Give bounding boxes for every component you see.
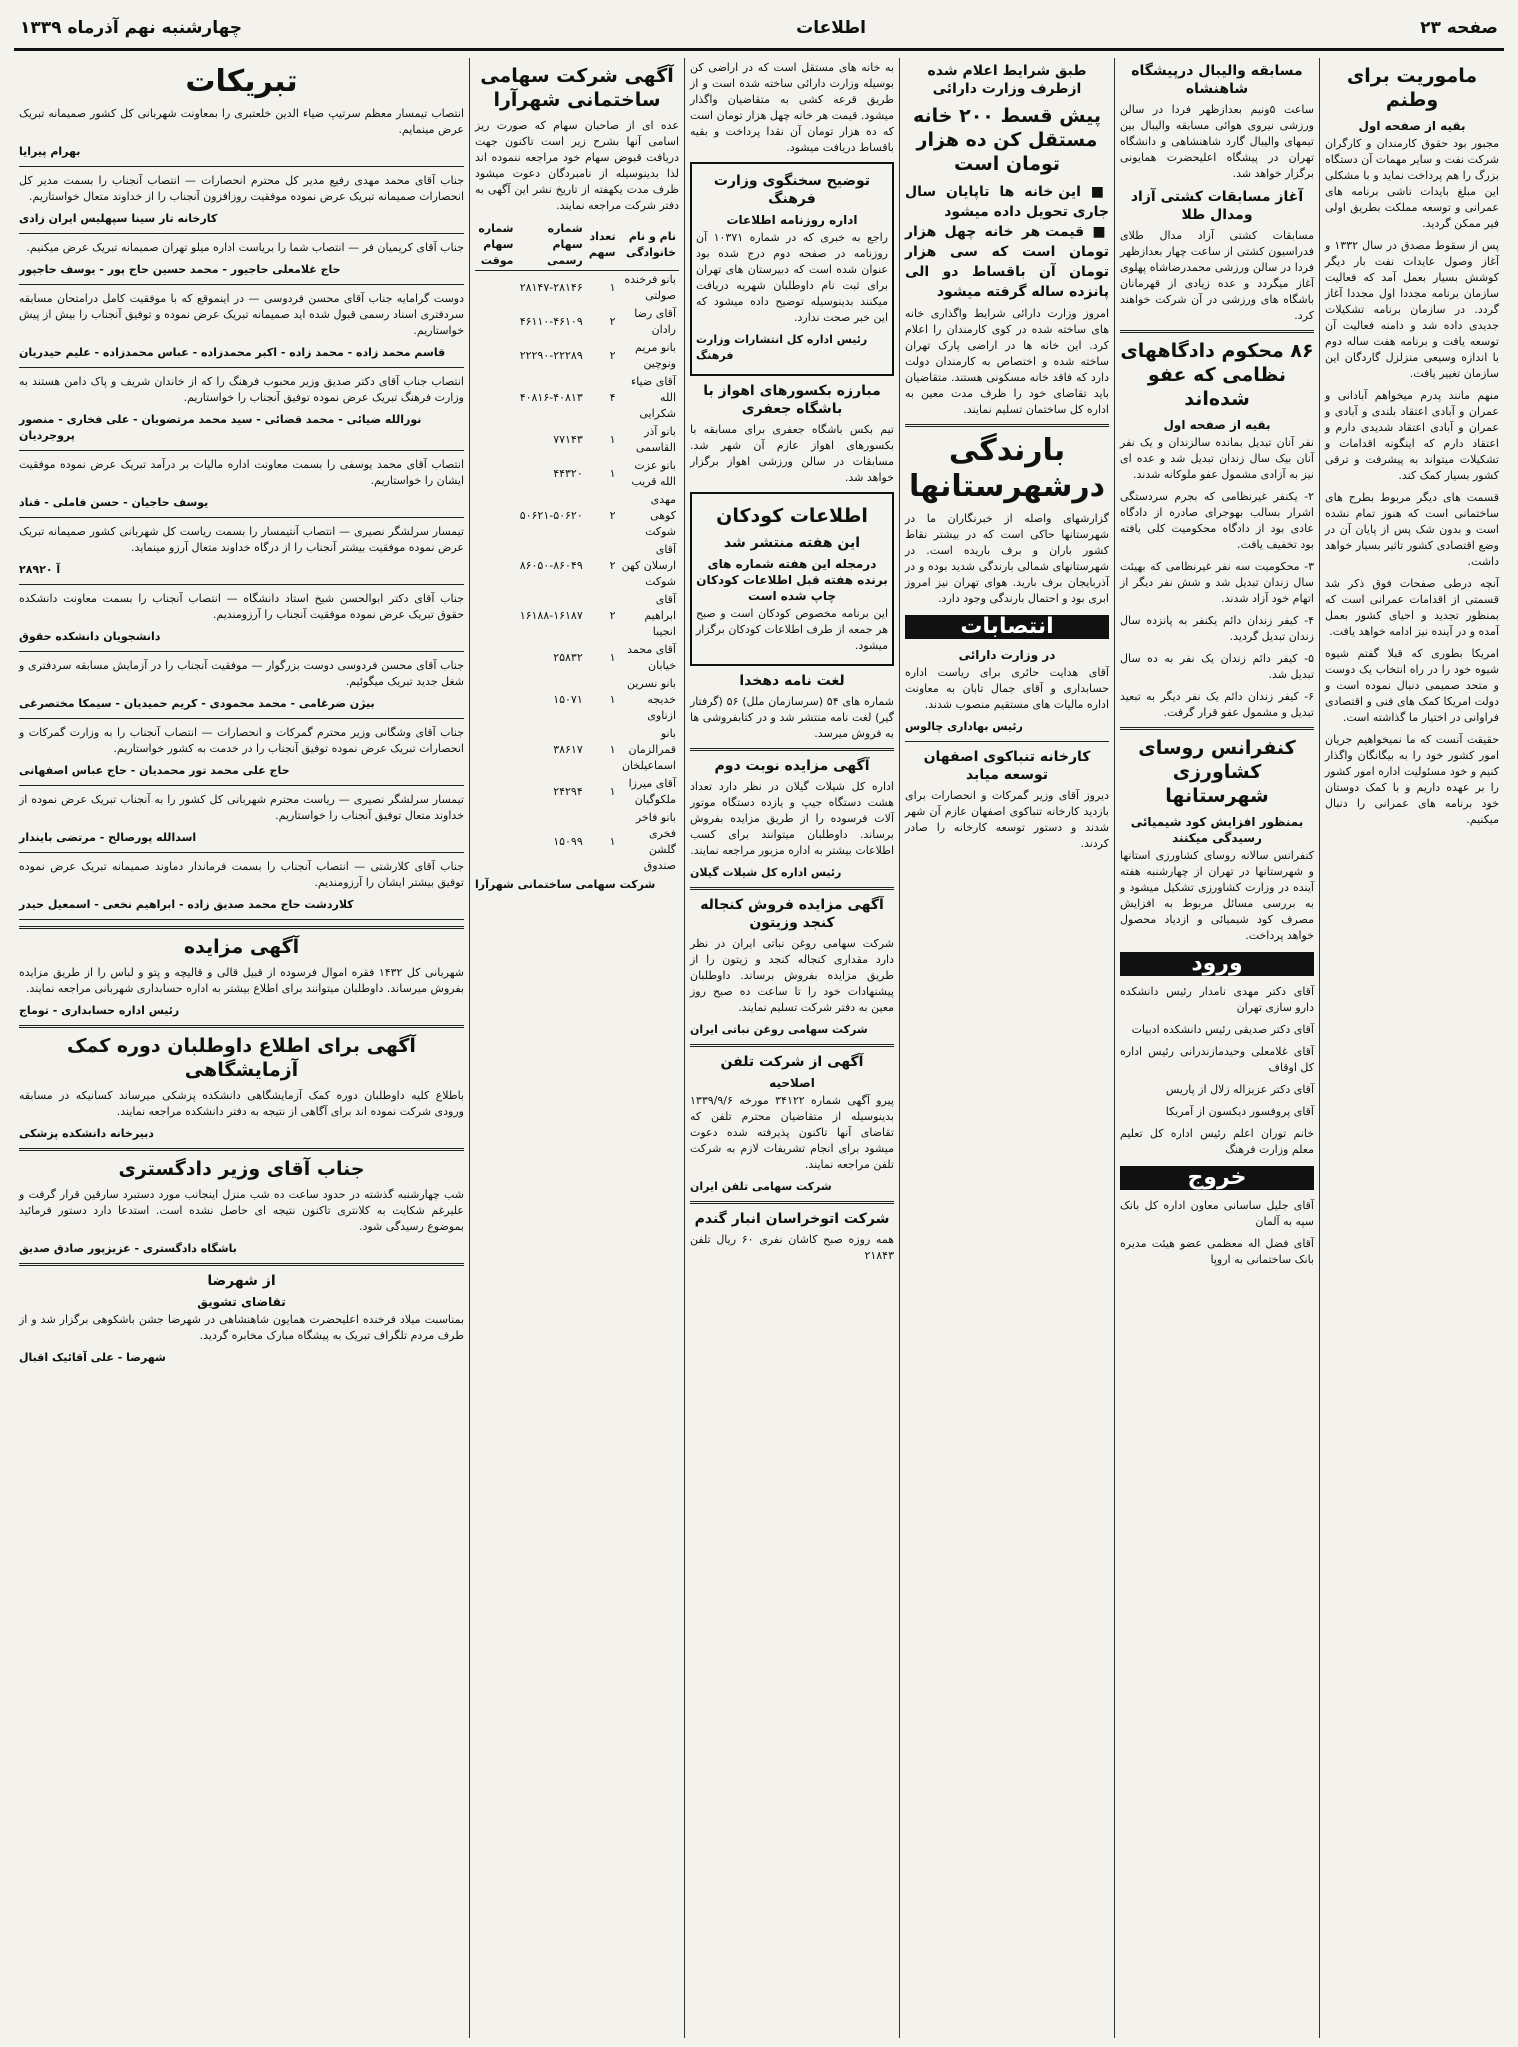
shares-row [475,339,679,373]
shahrara-title: آگهی شرکت سهامی ساختمانی شهرآرا [480,65,674,111]
congrats-item [19,859,464,920]
mission-para: مجبور بود حقوق کارمندان و کارگران شرکت نفت و سایر مهمات آن دستگاه بزرگ را هم پرداخت نماید و با مشکلی این مبلغ بایدات ناشی برنامه های عمرانی و توسعه مملکت بطریق اولی فیر ممکن گردید. [1325,137,1499,230]
shares-cell: ۴۰۸۱۶-۴۰۸۱۳ [519,391,583,404]
divider [19,1263,464,1266]
phone-sign: شرکت سهامی تلفن ایران [690,1180,832,1193]
shares-cell: ۳۸۶۱۷ [553,743,583,756]
shares-cell [475,641,516,675]
shares-cell: بانو عزت الله قریب [631,459,676,488]
rain-title: بارندگی درشهرستانها [909,433,1105,504]
divider [19,584,464,585]
wheat-title: شرکت اتوخراسان انبار گندم [694,1211,890,1227]
shares-cell [475,591,516,641]
mission-para: آنچه درطی صفحات فوق ذکر شد قسمتی از اقدامات عمرانی است که بمنظور تجدید و احیای کشور بعمل آمده و در آینده نیز ادامه خواهد یافت. [1325,577,1499,638]
auction-police-title: آگهی مزایده [183,936,300,958]
kids-sub: این هفته منتشر شد [723,535,861,551]
shares-cell [475,339,516,373]
shares-cell: آقای میرزا ملکوگیان [628,777,676,806]
arrival-item: آقای دکتر مهدی نامدار رئیس دانشکده دارو سازی تهران [1120,985,1314,1014]
congrats-sign: حاج علی محمد تور محمدیان - حاج عباس اصفهانی [19,764,290,777]
shares-cell [475,775,516,809]
divider [1120,727,1314,730]
congrats-sign: قاسم محمد زاده - محمد زاده - اکبر محمدزاده - عباس محمدزاده - علیم حیدریان [19,346,446,359]
issue-date: چهارشنبه نهم آذرماه ۱۳۳۹ [20,18,243,38]
shares-header: نام و نام خانوادگی [619,220,679,271]
wheat-para: همه روزه صبح کاشان نفری ۶۰ ریال تلفن ۲۱۸۴۳ [690,1233,894,1262]
shahrara-para: عده ای از صاحبان سهام که صورت ریز اسامی آنها بشرح زیر است تاکنون جهت دریافت قبوض سهام خود مراجعه ننموده اند لذا بدینوسیله از نامبردگان دعوت میشود ظرف مدت یکهفته از تاریخ نشر این آگهی به دفتر شرکت مراجعه نمایند. [475,119,679,212]
shares-row [475,591,679,641]
shares-header: تعداد سهم [586,220,619,271]
mission-title: ماموریت برای وطنم [1346,65,1478,111]
divider [19,718,464,719]
arrival-item: آقای غلامعلی وحیدمازندرانی رئیس اداره کل اوقاف [1120,1045,1314,1074]
divider [19,852,464,853]
shares-row [475,809,679,875]
shares-cell: ۲۴۲۹۴ [553,785,583,798]
appointments-para: آقای هدایت حائری برای ریاست اداره حسابداری و آقای جمال تابان به معاونت اداره مالیات های مستقیم منصوب شدند. [905,666,1109,711]
boxing-title: مبارزه بکسورهای اهواز با باشگاه جعفری [703,383,881,417]
congrats-text: جناب آقای کلارشتی — انتصاب آنجناب را بسمت فرماندار دماوند صمیمانه تبریک عرض نموده توفیق بیشتر ایشان را آرزومندیم. [19,860,464,889]
congrats-sign: اسدالله پورصالح - مرتضی بایندار [19,831,197,844]
shares-table [475,220,679,875]
shares-row [475,675,679,725]
auction-police-sign: رئیس اداره حسابداری - توماج [19,1004,180,1017]
shares-cell: ۱ [609,835,616,848]
housing-bullets [905,182,1109,302]
mission-para: امریکا بطوری که قبلا گفتم شیوه شیوه خود را در راه انتخاب یک دوست و متحد صمیمی دنبال نموده است و دولت امریکا کمک های فنی و اقتصادی فراوانی در اختیار ما گذاشته است. [1325,647,1499,724]
congrats-sign: یوسف حاجیان - حسن فاملی - قناد [19,496,209,509]
departures-banner: خروج [1120,1166,1314,1190]
shares-cell: ۲ [609,509,616,522]
divider [19,926,464,929]
ministry-notice [690,162,894,376]
congrats-text: جناب آقای محمد مهدی رفیع مدیر کل محترم انحصارات — انتصاب آنجناب را بسمت مدیر کل انحصارات صمیمانه تبریک عرض نموده موفقیت روزافزون آنجناب را از خداوند متعال خواستاریم. [19,174,464,203]
shares-row [475,373,679,423]
divider [19,517,464,518]
congrats-text: تیمسار سرلشگر نصیری — انتصاب آنتیمسار را بسمت ریاست کل شهربانی کشور صمیمانه تبریک عرض نموده موفقیت بیشتر آنجناب را از درگاه خداوند متعال آرزو مینماید. [19,525,464,554]
shahreza-sub: تقاضای تشویق [197,1295,286,1309]
shares-cell: ۴۶۱۱۰-۴۶۱۰۹ [519,315,583,328]
wrestling-para: مسابقات کشتی آزاد مدال طلای فدراسیون کشتی از ساعت چهار بعدازظهر فردا در سالن ورزشی محمدرضاشاه پهلوی آغاز میگردد و عده زیادی از قهرمانان باشگاه های ورزشی در آن شرکت خواهند کرد. [1120,229,1314,322]
pardon-sub: بقیه از صفحه اول [1163,418,1271,432]
tobacco-para: دیروز آقای وزیر گمرکات و انحصارات برای بازدید کارخانه تنباکوی اصفهان عازم آن شهر شدند و دستور توسعه کارخانه را صادر کردند. [905,789,1109,850]
congrats-sign: آ ۲۸۹۲۰ [19,563,61,576]
column-congrats [14,58,469,2038]
shares-cell [475,809,516,875]
shares-header: شماره سهام رسمی [516,220,585,271]
shares-cell: مهدی کوهی شوکت [645,493,676,538]
shares-row [475,457,679,491]
shares-cell: ۲ [609,609,616,622]
congrats-sign: کلاردشت حاج محمد صدیق زاده - ابراهیم نخعی - اسمعیل حیدر [19,898,354,911]
shares-cell: ۱۵۰۷۱ [553,693,583,706]
congrats-list [19,106,464,920]
shares-cell: آقای ابراهیم انجیبا [644,593,676,638]
phone-sub: اصلاحیه [769,1076,815,1090]
shares-cell [475,423,516,457]
shares-cell: بانو فرخنده صولتی [624,273,676,302]
pardon-para: ۳- محکومیت سه نفر غیرنظامی که بهیئت سال زندان تبدیل شد و شش نفر دیگر از اتهام خود آزاد شدند. [1120,560,1314,605]
shares-row [475,725,679,775]
shares-cell: بانو مریم ونوچین [635,341,676,370]
shares-cell: ۲۵۸۳۲ [553,651,583,664]
shares-cell [475,725,516,775]
dehkhoda-para: شماره های ۵۴ (سرسازمان ملل) ۵۶ (گرفتار گیر) لغت نامه منتشر شد و در کتابفروشی ها به فروش میرسد. [690,695,894,740]
shares-cell: ۲ [609,559,616,572]
congrats-text: جناب آقای محسن فردوسی دوست بزرگوار — موفقیت آنجناب را در آزمایش مسابقه سردفتری و شغل جدید تبریک میگوئیم. [19,659,464,688]
shares-row [475,423,679,457]
congrats-item [19,524,464,585]
mission-para: حقیقت آنست که ما نمیخواهیم جریان امور کشور خود را به بیگانگان واگذار کنیم و خود مسئولیت اداره امور کشور را بر عهده داریم و با کمک دوستان خود برنامه های عمرانی را دنبال میکنیم. [1325,733,1499,826]
arrival-item: آقای دکتر صدیقی رئیس دانشکده ادبیات [1131,1023,1314,1036]
shares-cell: ۱ [609,743,616,756]
congrats-sign: بیژن ضرغامی - محمد محمودی - کریم حمیدیان - سیمکا مختصرغی [19,697,375,710]
notice-sub: اداره روزنامه اطلاعات [726,213,858,227]
pardon-title: ۸۶ محکوم دادگاههای نظامی که عفو شده‌اند [1120,340,1314,410]
column-ads-b [469,58,684,2038]
congrats-sign: دانشجویان دانشکده حقوق [19,630,161,643]
shahreza-title: از شهرضا [207,1273,276,1289]
shares-cell: آقای رضا رادان [634,307,676,336]
appointments-sign: رئیس بهاداری چالوس [905,720,1023,733]
auction-police-para: شهربانی کل ۱۴۳۲ فقره اموال فرسوده از قبیل قالی و قالیچه و پتو و لباس را از طریق مزایده بفروش میرساند. داوطلبان میتوانند برای اطلاع بیشتر به اداره حسابداری شهربانی مراجعه نمایند. [19,966,464,995]
departure-item: آقای فضل اله معظمی عضو هیئت مدیره بانک ساختمانی به اروپا [1120,1237,1314,1266]
shahrara-sign: شرکت سهامی ساختمانی شهرآرا [475,878,656,891]
shares-cell: ۱ [609,281,616,294]
pardon-para: ۶- کیفر زندان دائم یک نفر دیگر به تبعید تبدیل و مشمول عفو قرار گرفت. [1120,690,1314,719]
arrival-item: آقای دکتر عزیزاله زلال از پاریس [1165,1083,1314,1096]
shares-cell: آقای محمد خیابان [627,643,676,672]
congrats-title: تبریکات [185,64,298,99]
shares-body [475,271,679,876]
conference-para: کنفرانس سالانه روسای کشاورزی استانها و شهرستانها در تهران از چهارشنبه هفته آینده در وزارت کشاورزی تشکیل میشود و به بررسی مسائل مربوط به افزایش مصرف کود شیمیائی و ازدیاد محصول خواهد پرداخت. [1120,849,1314,942]
shares-cell: ۴ [609,391,616,404]
phone-para: پیرو آگهی شماره ۳۴۱۲۲ مورخه ۱۳۳۹/۹/۶ بدینوسیله از متقاضیان محترم تلفن که تقاضای آنها تاکنون پذیرفته شده دعوت میشود برای انجام تشریفات لازم به شرکت تلفن مراجعه نمایند. [690,1094,894,1171]
olive-title: آگهی مزایده فروش کنجاله کنجد وزیتون [700,897,884,931]
shares-header-row [475,220,679,271]
shares-cell: ۲۸۱۴۷-۲۸۱۴۶ [519,281,583,294]
divider [19,284,464,285]
shares-cell: ۱ [609,467,616,480]
shares-cell: ۸۶۰۵۰-۸۶۰۴۹ [519,559,583,572]
divider [19,785,464,786]
page-number: صفحه ۲۳ [1420,18,1498,38]
mission-para: پس از سقوط مصدق در سال ۱۳۳۲ و آغاز وصول عایدات نفت بار دیگر کوشش بسیار بعمل آمد که فعالیت سازمان برنامه مجددا اول مجددا آغاز گردد. در سازمان برنامه تشکیلات جدیدی داده شد و دامنه فعالیت آن توسعه یافت و برنامه هفت ساله دوم با اندازه وسیعی منزلزل گاردگان این سازمان تغییر یافت. [1325,239,1499,380]
conference-title: کنفرانس روسای کشاورزی شهرستانها [1138,737,1296,807]
congrats-item [19,240,464,285]
conference-sub: بمنظور افزایش کود شیمیائی رسیدگی میکنند [1130,815,1304,845]
divider [19,1025,464,1028]
kids-ad [690,492,894,666]
shahreza-sign: شهرضا - علی آقائیک اقبال [19,1351,166,1364]
notice-title: توضیح سخنگوی وزارت فرهنگ [713,173,871,207]
lab-ad-sign: دبیرخانه دانشکده پزشکی [19,1127,154,1140]
congrats-item [19,457,464,518]
divider [690,1201,894,1204]
kids-title: اطلاعات کودکان [716,505,868,527]
auction-sign: رئیس اداره کل شیلات گیلان [690,866,842,879]
justice-title: جناب آقای وزیر دادگستری [118,1158,365,1180]
page-header [14,8,1504,51]
olive-sign: شرکت سهامی روغن نباتی ایران [690,1023,868,1036]
auction-title: آگهی مزایده نوبت دوم [714,758,870,774]
mission-para: قسمت های دیگر مربوط بطرح های ساختمانی است که هنوز تمام نشده است و بدون شک پس از پایان آن در وضع اقتصادی کشور تاثیر بسیار خواهد داشت. [1325,491,1499,568]
congrats-item [19,725,464,786]
shares-cell: ۱ [609,785,616,798]
congrats-item [19,658,464,719]
kids-para: این برنامه مخصوص کودکان است و صبح هر جمعه از طرف اطلاعات کودکان برگزار میشود. [696,607,888,652]
divider [690,887,894,890]
shares-cell [475,271,516,306]
divider [19,450,464,451]
congrats-sign: بهرام پیرایا [19,145,81,158]
shares-cell [475,541,516,591]
shares-header: شماره سهام موقت [475,220,516,271]
phone-title: آگهی از شرکت تلفن [720,1054,864,1070]
tobacco-title: کارخانه تنباکوی اصفهان توسعه میابد [923,749,1091,783]
arrivals-banner: ورود [1120,952,1314,976]
congrats-item [19,792,464,853]
congrats-sign: کارخانه تار سینا سپهلیس ایران زادی [19,212,218,225]
pardon-para: ۲- یکنفر غیرنظامی که بجرم سردستگی اشرار بسالب بهوجرای صادره از دادگاه عادی بود از دادگاه محکومیت کلی یافته بود تخفیف یافت. [1120,490,1314,551]
shares-cell: ۲ [609,315,616,328]
newspaper-page [14,8,1504,2038]
columns [14,58,1504,2038]
shares-row [475,271,679,306]
shares-cell: ۲ [609,349,616,362]
wrestling-title: آغاز مسابقات کشتی آزاد ومدال طلا [1130,189,1304,223]
shares-row [475,641,679,675]
shares-cell: بانو قمرالزمان اسماعیلخان [621,727,676,772]
shares-row [475,541,679,591]
congrats-item [19,106,464,167]
volleyball-title: مسابقه والیبال درپیشگاه شاهنشاه [1131,63,1303,97]
housing-continued: به خانه های مستقل است که در اراضی کن بوسیله وزارت دارائی ساخته شده است و از طریق قرعه کشی به متقاضیان واگذار میشود. قیمت هر خانه چهل هزار تومان است که ده هزار تومان آن نقدا پرداخت و بقیه باقساط دریافت میشود. [690,61,894,154]
divider [905,424,1109,427]
congrats-text: جناب آقای کریمیان فر — انتصاب شما را بریاست اداره میلو تهران صمیمانه تبریک عرض میکنیم. [26,241,464,254]
shares-cell: بانو فاخر فخری گلشن صندوق [635,811,676,872]
congrats-text: انتصاب تیمسار معظم سرتیپ ضیاء الدین خلعتبری را بمعاونت شهربانی کل کشور صمیمانه تبریک عرض مینمایم. [19,107,464,136]
lab-ad-title: آگهی برای اطلاع داوطلبان دوره کمک آزمایشگاهی [67,1035,416,1081]
shares-row [475,775,679,809]
shares-cell: ۱ [609,651,616,664]
shares-cell: ۱ [609,693,616,706]
congrats-text: تیمسار سرلشگر نصیری — ریاست محترم شهربانی کل کشور را به آنجناب تبریک عرض نموده از خداوند متعال توفیق آنجناب را خواستاریم. [19,793,464,822]
boxing-para: تیم بکس باشگاه جعفری برای مسابقه با بکسورهای اهواز عازم آن شهر شد. مسابقات در سالن ورزشی اهواز برگزار خواهد شد. [690,423,894,484]
congrats-text: جناب آقای وشگانی وزیر محترم گمرکات و انحصارات — انتصاب آنجناب را به وزارت گمرکات و انحصارات تبریک عرض نموده توفیق آنجناب را در خدمت به کشور خواستاریم. [19,726,464,755]
column-news-b [899,58,1114,2038]
shares-cell: ۴۴۳۲۰ [553,467,583,480]
divider [19,367,464,368]
justice-sign: باشگاه دادگستری - عزیزپور صادق صدیق [19,1242,237,1255]
housing-kicker: طبق شرایط اعلام شده ازطرف وزارت دارائی [927,63,1087,97]
appointments-banner: انتصابات [905,615,1109,639]
shares-cell: بانو آذر القاسمی [635,425,676,454]
divider [690,1044,894,1047]
shares-cell: بانو نسرین خدیجه ازناوی [626,677,676,722]
shares-cell [475,675,516,725]
volleyball-para: ساعت ۵ونیم بعدازظهر فردا در سالن ورزشی نیروی هوائی مسابقه والیبال بین تیمهای والیبال گارد شاهنشاهی و دانشگاه تهران در پیشگاه اعلیحضرت همایونی برگزار خواهد شد. [1120,103,1314,180]
divider [19,1148,464,1151]
congrats-item [19,173,464,234]
congrats-text: انتصاب آقای محمد یوسفی را بسمت معاونت اداره مالیات بر درآمد تبریک عرض نموده موفقیت ایشان را خواستاریم. [19,458,464,487]
divider [19,166,464,167]
congrats-sign: حاج غلامعلی حاجیور - محمد حسین حاج پور - یوسف حاجپور [19,263,341,276]
shares-cell [475,373,516,423]
shares-cell [475,491,516,541]
pardon-para: ۵- کیفر دائم زندان یک نفر به ده سال تبدیل شد. [1120,652,1314,681]
shares-cell: ۲۲۲۹۰-۲۲۲۸۹ [519,349,583,362]
notice-sign: رئیس اداره کل انتشارات وزارت فرهنگ [696,333,868,362]
housing-headline: پیش قسط ۲۰۰ خانه مستقل کن ده هزار تومان است [912,105,1101,175]
divider [19,919,464,920]
shares-cell: ۱۶۱۸۸-۱۶۱۸۷ [519,609,583,622]
shares-cell: ۱۵۰۹۹ [553,835,583,848]
shahreza-para: بمناسبت میلاد فرخنده اعلیحضرت همایون شاهنشاهی در شهرضا جشن باشکوهی برگزار شد و از طرف مردم تلگراف تبریک به پیشگاه مبارک مخابره گردید. [19,1313,464,1342]
shares-row [475,305,679,339]
shares-row [475,491,679,541]
arrival-item: آقای پروفسور دیکسون از آمریکا [1165,1105,1314,1118]
housing-bullet: ■ قیمت هر خانه چهل هزار تومان است که سی هزار تومان آن باقساط دو الی پانزده ساله گرفته میشود [905,222,1109,302]
mission-subtitle: بقیه از صفحه اول [1358,119,1466,133]
olive-para: شرکت سهامی روغن نباتی ایران در نظر دارد مقداری کنجاله کنجد و زیتون را از طریق مزایده بفروش برساند. داوطلبان پیشنهادات خود را تا ساعت ده صبح روز معین به دفتر شرکت تسلیم نمایند. [690,937,894,1014]
auction-para: اداره کل شیلات گیلان در نظر دارد تعداد هشت دستگاه جیپ و یازده دستگاه موتور آلات فرسوده را از طریق مزایده بفروش برساند. داوطلبان میتوانند برای کسب اطلاعات بیشتر به اداره مزبور مراجعه نمایند. [690,780,894,857]
congrats-text: دوست گرامایه جناب آقای محسن فردوسی — در اینموقع که با موفقیت کامل درامتحان مسابقه سردفتری اسناد رسمی قبول شده اید صمیمانه تبریک عرض نموده و توفیق آنجناب را بیش از پیش خواستاریم. [19,292,464,337]
mission-para: منهم مانند پدرم میخواهم آبادانی و عمران و آبادی اعتقاد بلندی و آبادی و عمران و آبادی اعتقاد شدیدی دارم و اعتقاد دارم که اینگونه اقدامات و تشکیلات میتواند به پیشرفت و ترقی کشور بسیار کمک کند. [1325,389,1499,482]
divider [690,748,894,751]
shares-cell: آقای ضیاء الله شکرایی [631,375,676,420]
shares-cell: ۵۰۶۲۱-۵۰۶۲۰ [519,509,583,522]
congrats-text: انتصاب جناب آقای دکتر صدیق وزیر محبوب فرهنگ را که از خاندان شریف و پاک دامن هستند به وزارت فرهنگ تبریک عرض نموده توفیق آنجناب را خواستاریم. [19,375,464,404]
appointments-sub: در وزارت دارائی [958,648,1056,662]
shares-cell: آقای ارسلان کهن شوکت [621,543,676,588]
congrats-item [19,291,464,368]
pardon-para: ۴- کیفر زندان دائم یکنفر به پانزده سال زندان تبدیل گردید. [1120,614,1314,643]
housing-para: امروز وزارت دارائی شرایط واگذاری خانه های ساخته شده در کوی کارمندان را اعلام کرد. این خانه ها در اراضی پارک تهران ساخته شده و اختصاص به کارمندان دولت دارد که فاقد خانه مسکونی هستند. متقاضیان باید تقاضای خود را ظرف مدت معین به اداره کل ساختمان تسلیم نمایند. [905,307,1109,416]
shares-cell: ۷۷۱۴۳ [553,433,583,446]
justice-para: شب چهارشنبه گذشته در حدود ساعت ده شب منزل اینجانب مورد دستبرد سارقین قرار گرفت و علیرغم شکایت به کلانتری تاکنون نتیجه ای حاصل نشده است. استدعا دارد دستور فرمائید بموضوع رسیدگی شود. [19,1188,464,1233]
housing-bullet: ■ این خانه ها تاپایان سال جاری تحویل داده میشود [905,182,1109,222]
shares-cell [475,457,516,491]
pardon-para: نفر آنان تبدیل بمانده سالزندان و یک نفر آنان بیک سال زندان تبدیل شد و عده ای نیز به آزادی مشمول عفو ملوکانه شدند. [1120,436,1314,481]
shares-cell [475,305,516,339]
divider [19,651,464,652]
column-news-a [1114,58,1319,2038]
lab-ad-para: باطلاع کلیه داوطلبان دوره کمک آزمایشگاهی دانشکده پزشکی میرساند کسانیکه در مسابقه ورودی شرکت نموده اند برای آگاهی از نتیجه به دفتر دانشکده مراجعه نمایند. [19,1089,464,1118]
congrats-sign: نورالله ضیائی - محمد قضائی - سید محمد مرتضویان - علی فخاری - منصور پروجردیان [19,413,422,442]
notice-para: راجع به خبری که در شماره ۱۰۳۷۱ آن روزنامه در صفحه دوم درج شده بود عنوان شده است که دبیرستان های تهران برای ثبت نام داوطلبان شهریه دریافت میکنند بدینوسیله توضیح داده میشود که این خبر صحت ندارد. [696,231,888,324]
divider [19,233,464,234]
congrats-text: جناب آقای دکتر ابوالحسن شیخ استاد دانشگاه — انتصاب آنجناب را بسمت معاونت دانشکده حقوق تبریک عرض نموده موفقیت آنجناب را آرزومندیم. [19,592,464,621]
congrats-item [19,374,464,451]
column-ads-a [684,58,899,2038]
arrival-item: خانم توران اعلم رئیس اداره کل تعلیم معلم وزارت فرهنگ [1120,1127,1314,1156]
paper-name: اطلاعات [796,18,866,38]
column-mission [1319,58,1504,2038]
departure-item: آقای جلیل ساسانی معاون اداره کل بانک سپه به آلمان [1120,1199,1314,1228]
dehkhoda-title: لغت نامه دهخدا [739,673,845,689]
rain-para: گزارشهای واصله از خبرنگاران ما در شهرستانها حاکی است که در بیشتر نقاط کشور باران و برف باریده است. در شهرستانهای شمالی بارندگی شدید بوده و در آذربایجان برف بارید. هوای تهران نیز امروز ابری بود و احتمال بارندگی وجود دارد. [905,512,1109,605]
divider [905,741,1109,742]
kids-sub2: درمجله این هفته شماره های برنده هفته قبل اطلاعات کودکان چاپ شده است [696,557,888,603]
congrats-item [19,591,464,652]
shares-cell: ۱ [609,433,616,446]
divider [1120,330,1314,333]
